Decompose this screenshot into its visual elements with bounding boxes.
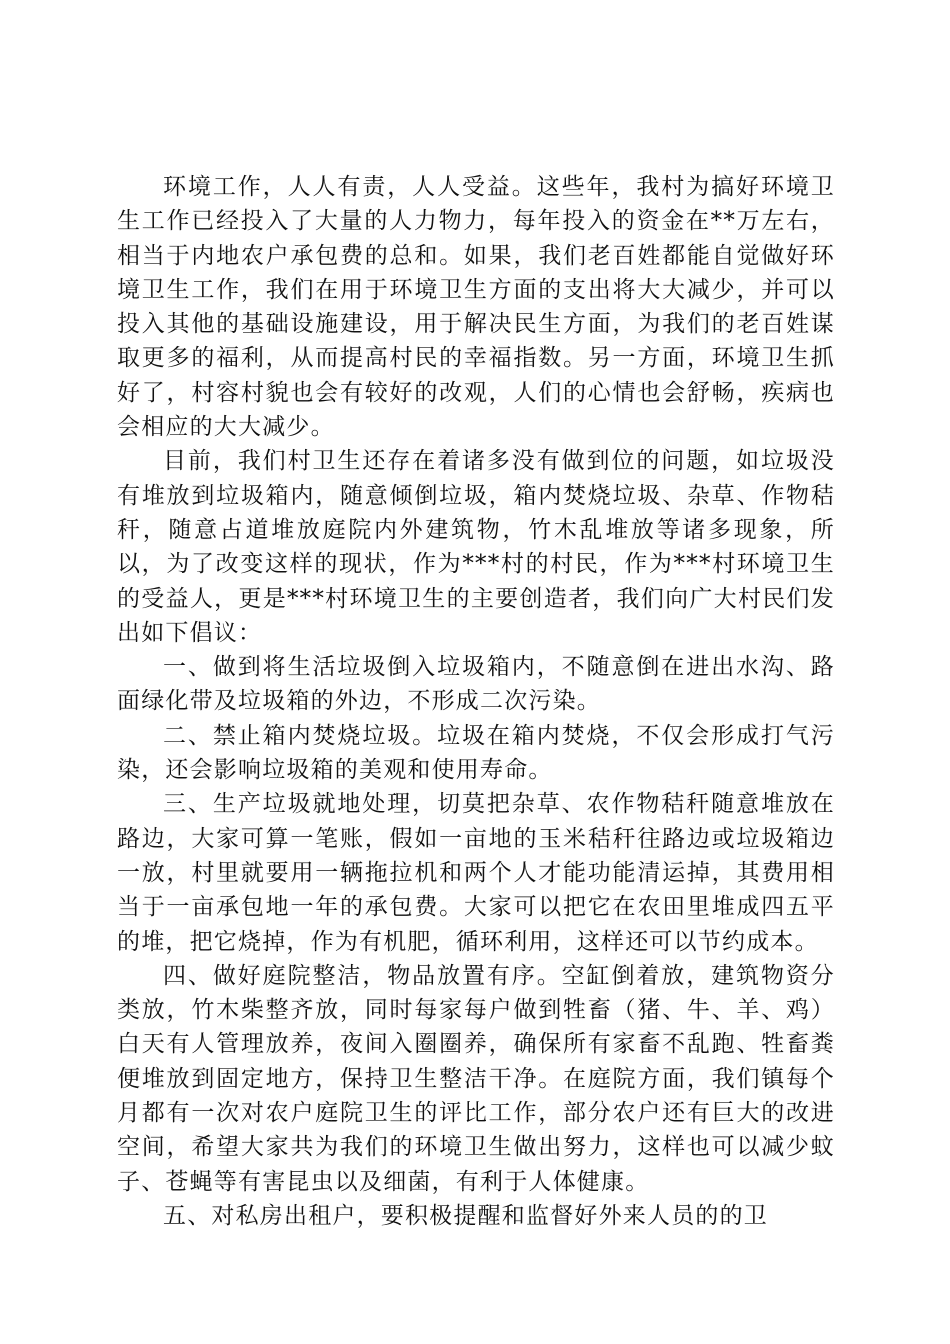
paragraph-item-1: 一、做到将生活垃圾倒入垃圾箱内，不随意倒在进出水沟、路面绿化带及垃圾箱的外边，不形成二次污染。 bbox=[117, 654, 835, 715]
document-body bbox=[117, 170, 835, 1233]
paragraph-item-2: 二、禁止箱内焚烧垃圾。垃圾在箱内焚烧，不仅会形成打气污染，还会影响垃圾箱的美观和使用寿命。 bbox=[117, 722, 835, 784]
paragraph-item-3: 三、生产垃圾就地处理，切莫把杂草、农作物秸秆随意堆放在路边，大家可算一笔账，假如一亩地的玉米秸秆往路边或垃圾箱边一放，村里就要用一辆拖拉机和两个人才能功能清运掉，其费用相当于一亩承包地一年的承包费。大家可以把它在农田里堆成四五平的堆，把它烧掉，作为有机肥，循环利用，这样还可以节约成本。 bbox=[117, 791, 835, 955]
paragraph-item-4: 四、做好庭院整洁，物品放置有序。空缸倒着放，建筑物资分类放，竹木柴整齐放，同时每家每户做到牲畜（猪、牛、羊、鸡）白天有人管理放养，夜间入圈圈养，确保所有家畜不乱跑、牲畜粪便堆放到固定地方，保持卫生整洁干净。在庭院方面，我们镇每个月都有一次对农户庭院卫生的评比工作，部分农户还有巨大的改进空间，希望大家共为我们的环境卫生做出努力，这样也可以减少蚊子、苍蝇等有害昆虫以及细菌，有利于人体健康。 bbox=[117, 962, 835, 1195]
paragraph-item-5: 五、对私房出租户，要积极提醒和监督好外来人员的的卫 bbox=[163, 1202, 768, 1229]
paragraph-intro: 环境工作，人人有责，人人受益。这些年，我村为搞好环境卫生工作已经投入了大量的人力物力，每年投入的资金在**万左右，相当于内地农户承包费的总和。如果，我们老百姓都能自觉做好环境卫生工作，我们在用于环境卫生方面的支出将大大减少，并可以投入其他的基础设施建设，用于解决民生方面，为我们的老百姓谋取更多的福利，从而提高村民的幸福指数。另一方面，环境卫生抓好了，村容村貌也会有较好的改观，人们的心情也会舒畅，疾病也会相应的大大减少。 bbox=[117, 174, 835, 441]
paragraph-current-issues: 目前，我们村卫生还存在着诸多没有做到位的问题，如垃圾没有堆放到垃圾箱内，随意倾倒垃圾，箱内焚烧垃圾、杂草、作物秸秆，随意占道堆放庭院内外建筑物，竹木乱堆放等诸多现象，所以，为了改变这样的现状，作为***村的村民，作为***村环境卫生的受益人，更是***村环境卫生的主要创造者，我们向广大村民们发出如下倡议： bbox=[117, 448, 835, 646]
